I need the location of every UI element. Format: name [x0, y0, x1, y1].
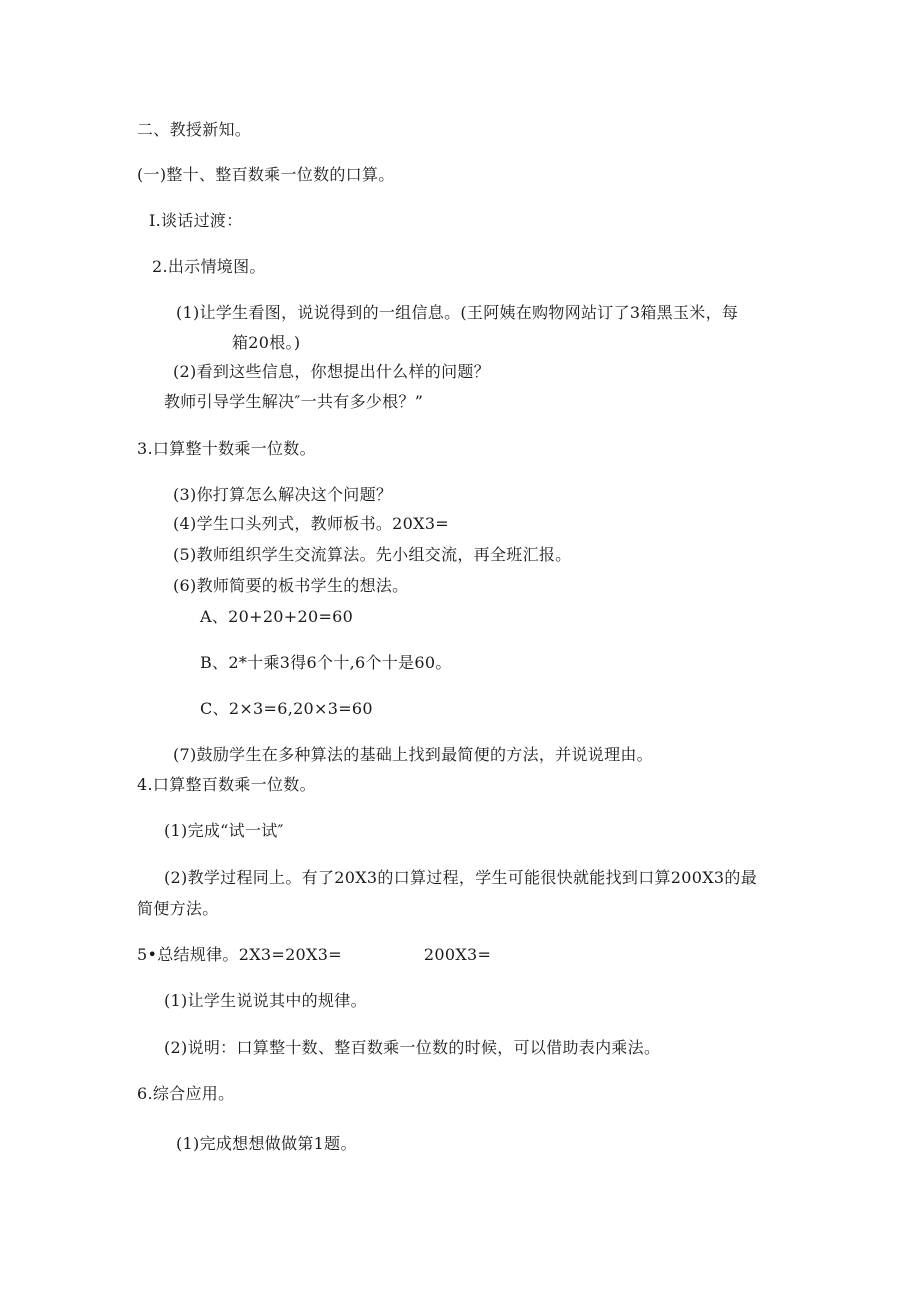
- sub-item: (4)学生口头列式，教师板书。20X3=: [173, 514, 450, 533]
- subsection-heading: (一)整十、整百数乘一位数的口算。: [137, 165, 395, 184]
- rule-formula: 5•总结规律。2X3=20X3=: [137, 945, 342, 964]
- sub-item: (5)教师组织学生交流算法。先小组交流，再全班汇报。: [173, 545, 572, 564]
- sub-item: (7)鼓励学生在多种算法的基础上找到最简便的方法，并说说理由。: [173, 745, 653, 764]
- paragraph: 教师引导学生解决″一共有多少根？”: [164, 392, 424, 411]
- sub-item: (6)教师简要的板书学生的想法。: [173, 576, 409, 595]
- rule-formula: 200X3=: [423, 945, 492, 964]
- list-item: 6.综合应用。: [137, 1084, 235, 1103]
- sub-item: (2)看到这些信息，你想提出什么样的问题？: [173, 362, 490, 381]
- sub-item: (2)教学过程同上。有了20X3的口算过程，学生可能很快就能找到口算200X3的最: [164, 868, 758, 887]
- sub-item: (3)你打算怎么解决这个问题？: [173, 485, 393, 504]
- list-item: 4.口算整百数乘一位数。: [137, 775, 316, 794]
- sub-item: (1)完成想想做做第1题。: [176, 1134, 357, 1153]
- list-item: 3.口算整十数乘一位数。: [137, 439, 316, 458]
- method-option: B、2*十乘3得6个十,6个十是60。: [200, 653, 452, 672]
- sub-item: (1)让学生看图，说说得到的一组信息。(王阿姨在购物网站订了3箱黑玉米，每: [176, 303, 739, 322]
- list-item: [137, 945, 491, 965]
- list-item: 2.出示情境图。: [152, 257, 266, 276]
- sub-item: (2)说明：口算整十数、整百数乘一位数的时候，可以借助表内乘法。: [164, 1038, 661, 1057]
- sub-item-continuation: 简便方法。: [137, 899, 219, 918]
- list-item: I.谈话过渡：: [149, 211, 243, 230]
- section-heading: 二、教授新知。: [137, 120, 252, 139]
- sub-item: (1)让学生说说其中的规律。: [164, 991, 367, 1010]
- sub-item: (1)完成“试一试″: [164, 821, 284, 840]
- method-option: C、2×3=6,20×3=60: [200, 699, 373, 718]
- method-option: A、20+20+20=60: [200, 607, 354, 626]
- sub-item-continuation: 箱20根。): [232, 333, 301, 352]
